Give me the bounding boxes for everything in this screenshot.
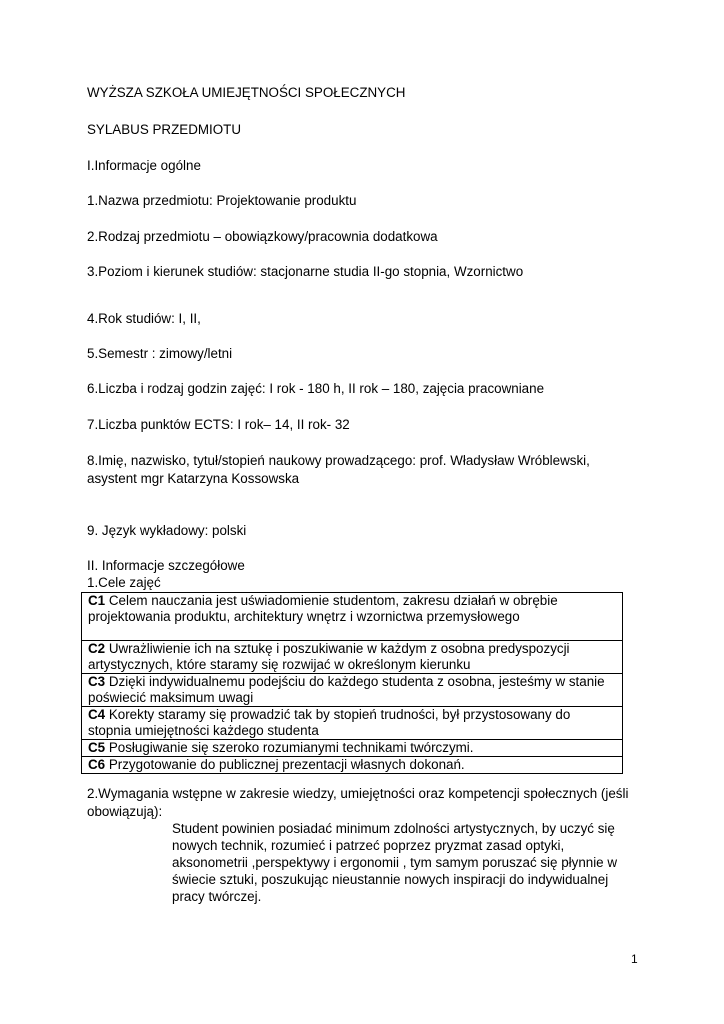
section-heading-detailed: II. Informacje szczegółowe xyxy=(87,558,245,573)
section-heading-general: I.Informacje ogólne xyxy=(87,158,201,173)
goal-text-cont: projektowania produktu, architektury wnętrz i wzornictwa przemysłowego xyxy=(88,609,520,624)
info-item-course-name: 1.Nazwa przedmiotu: Projektowanie produktu xyxy=(87,193,357,208)
school-name: WYŻSZA SZKOŁA UMIEJĘTNOŚCI SPOŁECZNYCH xyxy=(87,85,406,100)
goal-code: C6 xyxy=(88,757,106,772)
info-item-ects: 7.Liczba punktów ECTS: I rok– 14, II rok- 32 xyxy=(87,417,350,432)
goal-text: Dzięki indywidualnemu podejściu do każdego studenta z osobna, jesteśmy w stanie xyxy=(105,674,605,689)
goal-text-cont: poświecić maksimum uwagi xyxy=(88,690,254,705)
goal-text: Uwrażliwienie ich na sztukę i poszukiwanie w każdym z osobna predyspozycji xyxy=(105,641,570,656)
goal-code: C1 xyxy=(88,593,106,608)
info-item-language: 9. Język wykładowy: polski xyxy=(87,523,247,538)
table-row xyxy=(82,674,623,707)
info-item-level: 3.Poziom i kierunek studiów: stacjonarne studia II-go stopnia, Wzornictwo xyxy=(87,264,524,279)
goal-text: Korekty staramy się prowadzić tak by stopień trudności, był przystosowany do xyxy=(105,707,571,722)
goal-cell xyxy=(82,641,623,674)
goal-cell xyxy=(82,593,623,641)
goal-code: C5 xyxy=(88,740,106,755)
info-item-course-type: 2.Rodzaj przedmiotu – obowiązkowy/pracownia dodatkowa xyxy=(87,229,438,244)
goal-code: C3 xyxy=(88,674,106,689)
info-item-assistant: asystent mgr Katarzyna Kossowska xyxy=(87,471,300,486)
goal-cell xyxy=(82,674,623,707)
info-item-year: 4.Rok studiów: I, II, xyxy=(87,311,201,326)
info-item-semester: 5.Semestr : zimowy/letni xyxy=(87,346,233,361)
info-item-lecturer: 8.Imię, nazwisko, tytuł/stopień naukowy prowadzącego: prof. Władysław Wróblewski, xyxy=(87,453,590,468)
goal-text: Przygotowanie do publicznej prezentacji własnych dokonań. xyxy=(105,757,465,772)
table-row xyxy=(82,641,623,674)
goals-table xyxy=(81,592,623,774)
table-row xyxy=(82,740,623,757)
table-row xyxy=(82,707,623,740)
goal-text: Celem nauczania jest uświadomienie studentom, zakresu działań w obrębie xyxy=(105,593,558,608)
requirements-heading: 2.Wymagania wstępne w zakresie wiedzy, umiejętności oraz kompetencji społecznych (jeśli obowiązują): xyxy=(87,786,629,819)
document-type: SYLABUS PRZEDMIOTU xyxy=(87,122,242,137)
info-item-hours: 6.Liczba i rodzaj godzin zajęć: I rok - 180 h, II rok – 180, zajęcia pracowniane xyxy=(87,381,545,396)
goal-code: C2 xyxy=(88,641,106,656)
goal-text-cont: artystycznych, które staramy się rozwijać w określonym kierunku xyxy=(88,657,471,672)
page-number: 1 xyxy=(631,952,638,966)
goal-cell xyxy=(82,757,623,774)
goal-text-cont: stopnia umiejętności każdego studenta xyxy=(88,723,319,738)
goal-cell xyxy=(82,707,623,740)
table-row xyxy=(82,757,623,774)
goal-code: C4 xyxy=(88,707,106,722)
table-row xyxy=(82,593,623,641)
requirements-body: Student powinien posiadać minimum zdolności artystycznych, by uczyć się nowych technik, rozumieć i patrzeć poprzez pryzmat zasad optyki, aksonometrii ,perspektywy i ergonomii , tym samym poruszać się płynnie w świecie sztuki, poszukując nieustannie nowych inspiracji do indywidualnej pracy twórczej. xyxy=(172,821,618,904)
goal-text: Posługiwanie się szeroko rozumianymi technikami twórczymi. xyxy=(105,740,474,755)
goals-heading: 1.Cele zajęć xyxy=(87,575,161,590)
goal-cell xyxy=(82,740,623,757)
